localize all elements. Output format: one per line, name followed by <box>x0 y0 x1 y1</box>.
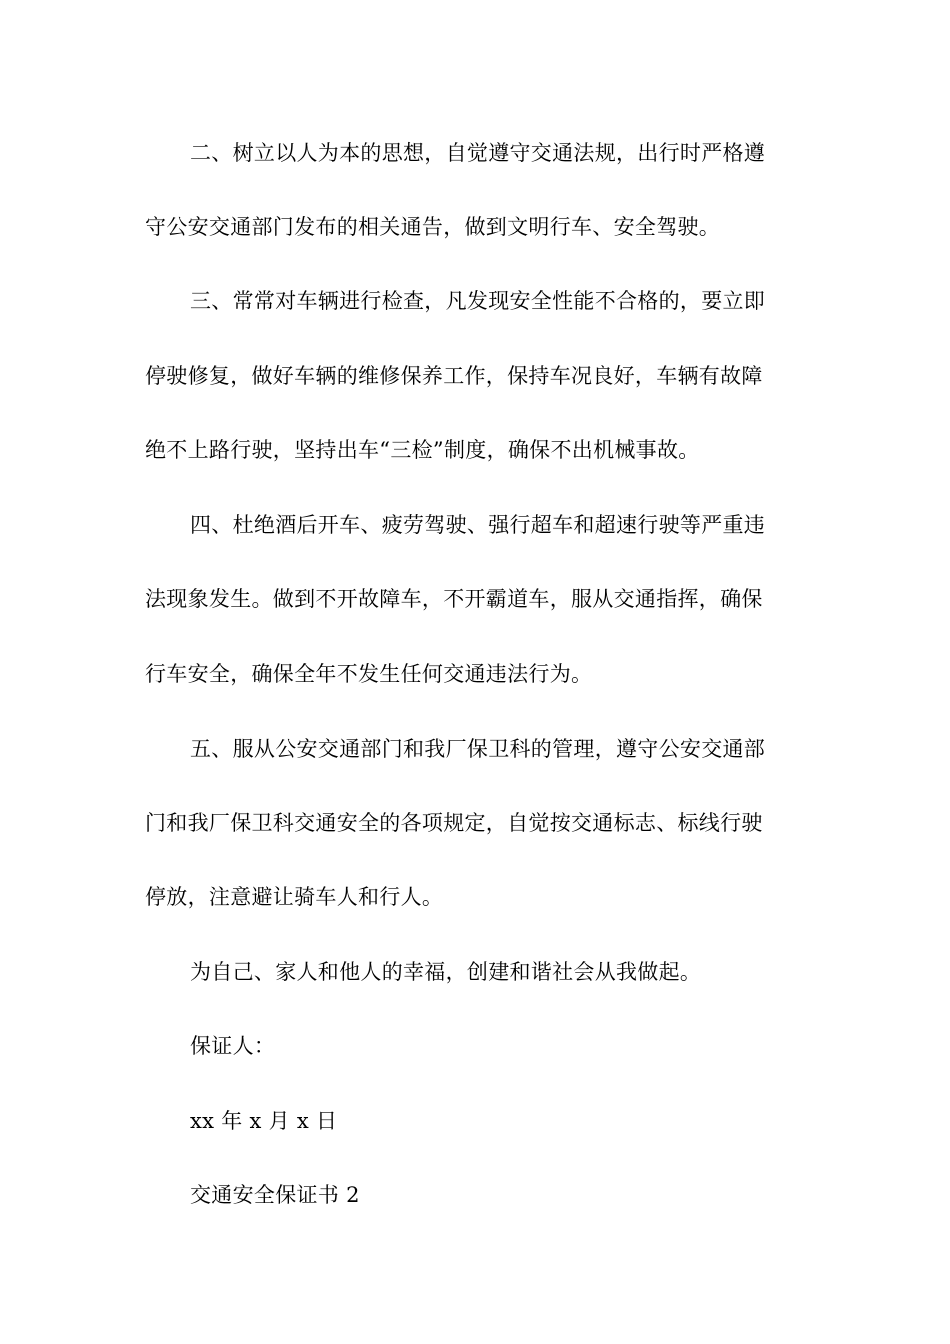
date-line: xx 年 x 月 x 日 <box>190 1109 338 1133</box>
paragraph-5-line-3: 停放，注意避让骑车人和行人。 <box>145 885 444 909</box>
paragraph-2-line-2: 守公安交通部门发布的相关通告，做到文明行车、安全驾驶。 <box>145 215 721 239</box>
paragraph-5-line-2: 门和我厂保卫科交通安全的各项规定，自觉按交通标志、标线行驶 <box>145 811 763 835</box>
next-section-title: 交通安全保证书 2 <box>190 1183 360 1207</box>
paragraph-4-line-3: 行车安全，确保全年不发生任何交通违法行为。 <box>145 662 593 686</box>
closing-statement: 为自己、家人和他人的幸福，创建和谐社会从我做起。 <box>190 960 702 984</box>
paragraph-2-line-1: 二、树立以人为本的思想，自觉遵守交通法规，出行时严格遵 <box>190 141 766 165</box>
paragraph-4-line-1: 四、杜绝酒后开车、疲劳驾驶、强行超车和超速行驶等严重违 <box>190 513 766 537</box>
paragraph-3-line-3: 绝不上路行驶，坚持出车“三检”制度，确保不出机械事故。 <box>145 438 700 462</box>
paragraph-5-line-1: 五、服从公安交通部门和我厂保卫科的管理，遵守公安交通部 <box>190 737 766 761</box>
guarantor-label: 保证人： <box>190 1034 276 1058</box>
paragraph-4-line-2: 法现象发生。做到不开故障车，不开霸道车，服从交通指挥，确保 <box>145 587 763 611</box>
paragraph-3-line-1: 三、常常对车辆进行检查，凡发现安全性能不合格的，要立即 <box>190 289 766 313</box>
paragraph-3-line-2: 停驶修复，做好车辆的维修保养工作，保持车况良好，车辆有故障 <box>145 364 763 388</box>
